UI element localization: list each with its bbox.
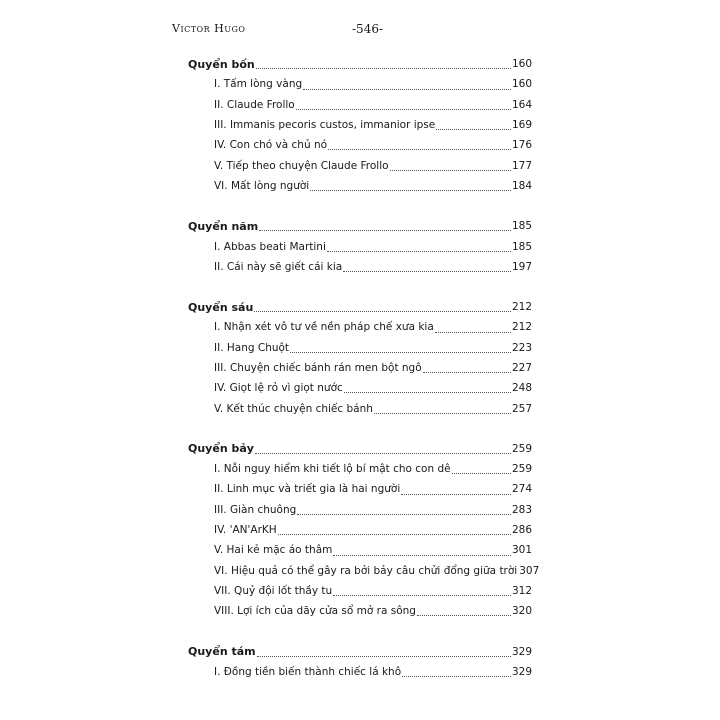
book-entry-title: Quyển bảy: [188, 442, 254, 456]
chapter-entry: [188, 236, 532, 256]
chapter-entry-title: VII. Quỷ đội lốt thầy tu: [214, 584, 333, 597]
dot-leader: [402, 675, 511, 677]
chapter-entry: [188, 378, 532, 398]
chapter-entry-title: I. Tấm lòng vàng: [214, 78, 303, 91]
chapter-entry: [188, 662, 532, 682]
chapter-entry-title: III. Chuyện chiếc bánh rán men bột ngô: [214, 362, 422, 374]
chapter-entry: [188, 500, 532, 520]
chapter-entry-title: I. Abbas beati Martini: [214, 240, 326, 253]
chapter-entry-page: 176: [511, 139, 532, 152]
chapter-entry: [188, 520, 532, 540]
chapter-entry-page: 312: [511, 584, 532, 597]
dot-leader: [401, 493, 511, 495]
table-of-contents: [188, 54, 540, 682]
book-entry-page: 329: [511, 645, 532, 658]
book-entry-title: Quyển năm: [188, 219, 259, 233]
book-entry-page: 185: [511, 220, 532, 233]
chapter-entry-page: 259: [511, 463, 532, 476]
book-entry: [188, 216, 532, 236]
chapter-entry-title: IV. Giọt lệ rỏ vì giọt nước: [214, 382, 343, 395]
chapter-entry-page: 212: [511, 321, 532, 334]
chapter-entry-page: 307: [519, 564, 540, 577]
chapter-entry: [188, 74, 532, 94]
dot-leader: [343, 270, 511, 272]
dot-leader: [255, 452, 511, 454]
chapter-entry-title: VI. Mất lòng người: [214, 179, 310, 192]
dot-leader: [259, 229, 511, 231]
chapter-entry-page: 248: [511, 382, 532, 395]
chapter-entry-title: II. Linh mục và triết gia là hai người: [214, 483, 401, 496]
book-entry-page: 160: [511, 58, 532, 71]
chapter-entry: [188, 257, 532, 277]
chapter-entry: [188, 135, 532, 155]
book-entry: [188, 297, 532, 317]
chapter-entry-title: I. Đồng tiền biến thành chiếc lá khô: [214, 665, 402, 678]
running-head-author: Victor Hugo: [172, 22, 246, 35]
chapter-entry: [188, 459, 532, 479]
page-number: -546-: [352, 22, 384, 36]
dot-leader: [423, 371, 511, 373]
dot-leader: [390, 169, 511, 171]
chapter-entry-title: IV. 'AN'ArKH: [214, 524, 277, 537]
dot-leader: [254, 310, 511, 312]
chapter-entry-page: 184: [511, 179, 532, 192]
chapter-entry-page: 223: [511, 341, 532, 354]
chapter-entry-title: II. Hang Chuột: [214, 341, 290, 354]
chapter-entry: [188, 479, 532, 499]
chapter-entry-page: 257: [511, 402, 532, 415]
dot-leader: [310, 189, 511, 191]
page-header: [172, 22, 552, 40]
chapter-entry-title: I. Nhận xét vô tư về nền pháp chế xưa kia: [214, 321, 434, 334]
book-entry-page: 212: [511, 301, 532, 314]
chapter-entry-title: VI. Hiệu quả có thể gây ra bởi bảy câu chửi đổng giữa trời: [214, 564, 518, 577]
section-gap: [188, 419, 532, 439]
section-gap: [188, 277, 532, 297]
chapter-entry-title: V. Tiếp theo chuyện Claude Frollo: [214, 159, 389, 172]
chapter-entry-title: V. Kết thúc chuyện chiếc bánh: [214, 402, 373, 415]
dot-leader: [333, 554, 511, 556]
chapter-entry: [188, 95, 532, 115]
chapter-entry: [188, 155, 532, 175]
chapter-entry-page: 227: [511, 362, 532, 374]
chapter-entry-page: 286: [511, 524, 532, 537]
dot-leader: [436, 128, 511, 130]
chapter-entry: [188, 317, 532, 337]
dot-leader: [344, 391, 511, 393]
chapter-entry-page: 274: [511, 483, 532, 496]
dot-leader: [417, 614, 511, 616]
book-entry-title: Quyển bốn: [188, 57, 255, 71]
chapter-entry-page: 164: [511, 98, 532, 111]
chapter-entry: [188, 398, 532, 418]
chapter-entry: [188, 338, 532, 358]
chapter-entry-title: III. Giàn chuông: [214, 503, 297, 516]
chapter-entry-page: 301: [511, 544, 532, 557]
chapter-entry: [188, 540, 532, 560]
chapter-entry-title: VIII. Lợi ích của dãy cửa sổ mở ra sông: [214, 605, 416, 618]
dot-leader: [278, 533, 511, 535]
section-gap: [188, 621, 532, 641]
chapter-entry-page: 329: [511, 665, 532, 678]
dot-leader: [327, 250, 511, 252]
chapter-entry-page: 320: [511, 605, 532, 618]
chapter-entry-page: 197: [511, 260, 532, 273]
chapter-entry-title: II. Claude Frollo: [214, 98, 295, 111]
chapter-entry: [188, 601, 532, 621]
chapter-entry-page: 283: [511, 503, 532, 516]
book-entry-title: Quyển sáu: [188, 300, 254, 314]
dot-leader: [328, 148, 511, 150]
dot-leader: [452, 472, 511, 474]
chapter-entry-page: 177: [511, 159, 532, 172]
chapter-entry: [188, 115, 532, 135]
chapter-entry-title: II. Cái này sẽ giết cái kia: [214, 260, 343, 273]
book-entry-title: Quyển tám: [188, 645, 256, 659]
book-entry: [188, 641, 532, 661]
dot-leader: [303, 88, 511, 90]
dot-leader: [256, 67, 511, 69]
section-gap: [188, 196, 532, 216]
book-entry-page: 259: [511, 442, 532, 455]
chapter-entry: [188, 358, 532, 378]
dot-leader: [374, 412, 511, 414]
chapter-entry-title: I. Nỗi nguy hiểm khi tiết lộ bí mật cho con dê: [214, 463, 451, 476]
chapter-entry-title: III. Immanis pecoris custos, immanior ipse: [214, 119, 436, 132]
dot-leader: [435, 331, 511, 333]
book-entry: [188, 439, 532, 459]
dot-leader: [297, 513, 511, 515]
chapter-entry-title: V. Hai kẻ mặc áo thâm: [214, 544, 333, 557]
dot-leader: [333, 594, 511, 596]
dot-leader: [296, 108, 511, 110]
dot-leader: [290, 351, 511, 353]
chapter-entry-page: 185: [511, 240, 532, 253]
dot-leader: [257, 655, 511, 657]
chapter-entry: [188, 581, 532, 601]
chapter-entry: [188, 561, 540, 581]
book-entry: [188, 54, 532, 74]
chapter-entry-title: IV. Con chó và chủ nó: [214, 139, 328, 152]
chapter-entry-page: 160: [511, 78, 532, 91]
chapter-entry: [188, 176, 532, 196]
chapter-entry-page: 169: [511, 119, 532, 132]
